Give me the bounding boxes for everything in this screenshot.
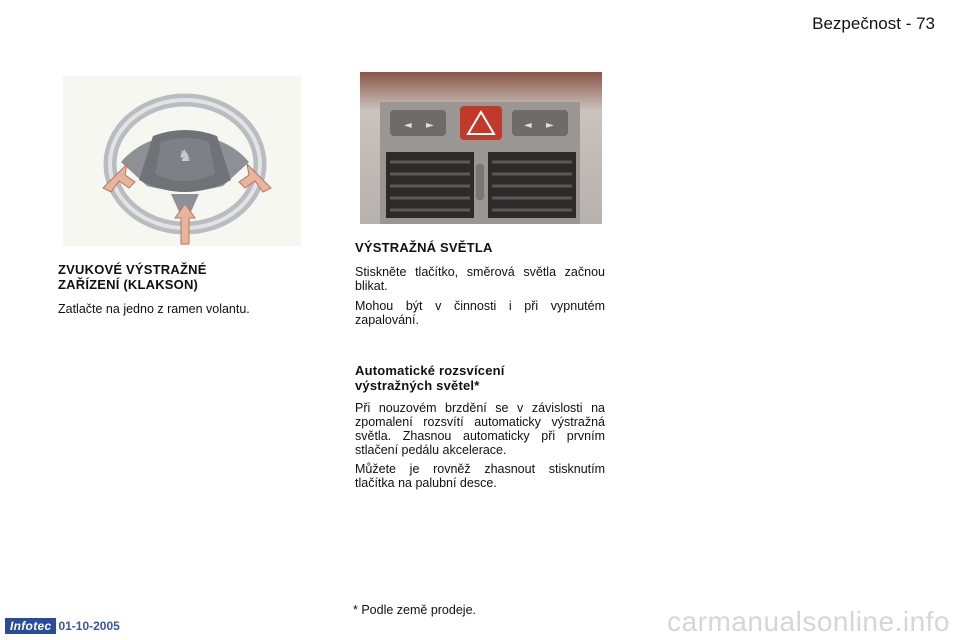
steering-wheel-image — [63, 76, 301, 246]
infotec-logo: Infotec — [5, 618, 56, 634]
auto-hazard-heading — [355, 363, 605, 393]
auto-hazard-section — [355, 363, 605, 490]
footer — [5, 618, 120, 634]
hazard-paragraph-2: Mohou být v činnosti i při vypnutém zapalování. — [355, 299, 605, 327]
hazard-heading: VÝSTRAŽNÁ SVĚTLA — [355, 240, 493, 255]
svg-text:►: ► — [546, 120, 554, 131]
horn-heading-line2: ZAŘÍZENÍ (KLAKSON) — [58, 277, 199, 292]
horn-heading-line1: ZVUKOVÉ VÝSTRAŽNÉ — [58, 262, 207, 277]
svg-text:►: ► — [426, 120, 434, 131]
svg-text:♞: ♞ — [177, 146, 193, 165]
auto-hazard-heading-line2: výstražných světel* — [355, 378, 480, 393]
hazard-paragraph-1: Stiskněte tlačítko, směrová světla začnou blikat. — [355, 265, 605, 293]
page-header: Bezpečnost - 73 — [812, 14, 935, 33]
auto-hazard-heading-line1: Automatické rozsvícení — [355, 363, 505, 378]
auto-hazard-paragraph-1: Při nouzovém brzdění se v závislosti na zpomalení rozsvítí automaticky výstražná světla. Zhasnou automaticky při prvním stlačení pedálu akcelerace. — [355, 401, 605, 457]
footer-date: 01-10-2005 — [58, 619, 120, 633]
watermark: carmanualsonline.info — [667, 606, 950, 637]
hazard-section — [355, 240, 605, 327]
footnote: * Podle země prodeje. — [353, 603, 476, 617]
horn-text: Zatlačte na jedno z ramen volantu. — [58, 302, 250, 316]
horn-section — [58, 262, 306, 316]
dashboard-console-image — [360, 72, 602, 224]
auto-hazard-paragraph-2: Můžete je rovněž zhasnout stisknutím tlačítka na palubní desce. — [355, 462, 605, 490]
svg-text:◄: ◄ — [524, 120, 532, 131]
svg-text:◄: ◄ — [404, 120, 412, 131]
horn-heading — [58, 262, 306, 292]
